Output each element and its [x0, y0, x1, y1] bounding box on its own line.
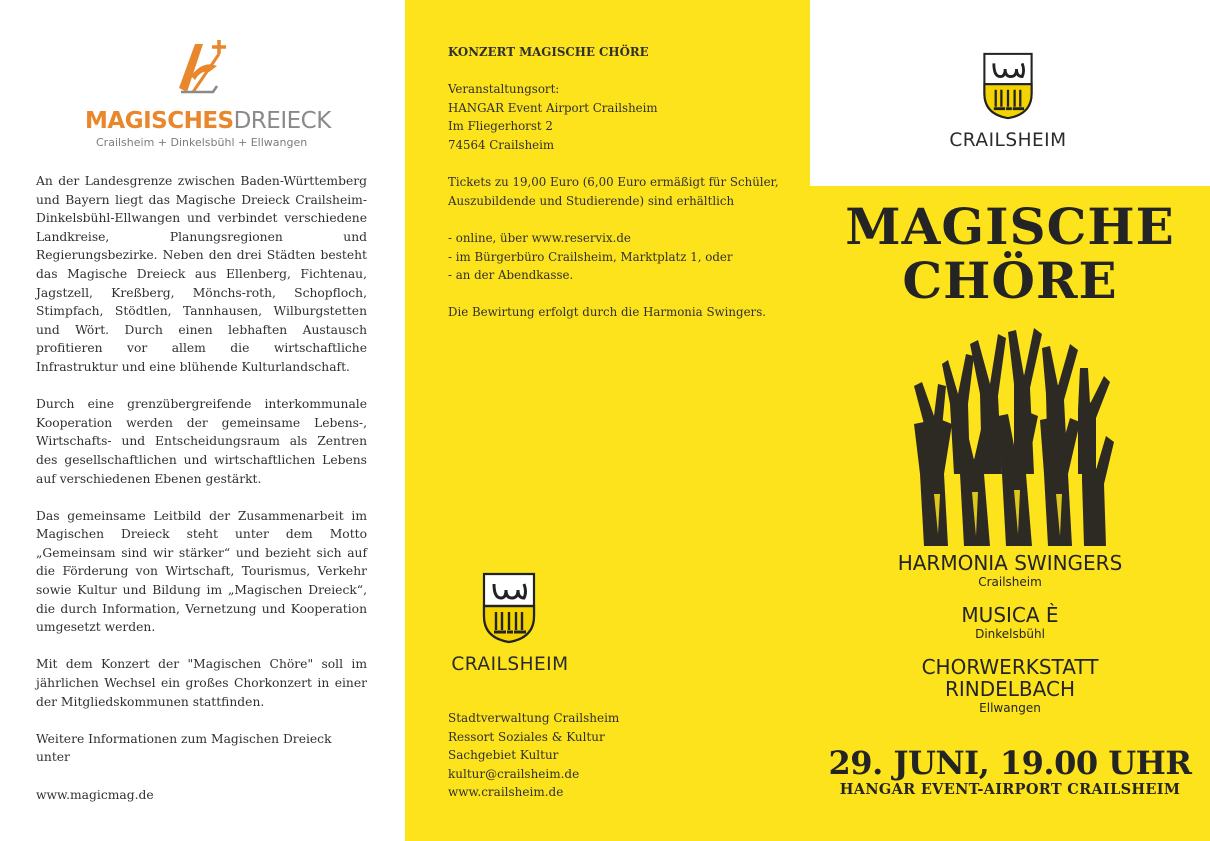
choir-name: MUSICA È [961, 603, 1059, 627]
venue-line: Im Fliegerhorst 2 [448, 119, 553, 134]
tickets-text: Tickets zu 19,00 Euro (6,00 Euro ermäßigt für Schüler, Auszubildende und Studierende) sind erhältlich [448, 175, 779, 208]
choir-city: Dinkelsbühl [975, 627, 1045, 641]
paragraph-intro: An der Landesgrenze zwischen Baden-Württemberg und Bayern liegt das Magische Dreieck Crailsheim-Dinkelsbühl-Ellwangen und verbindet verschiedene Landkreise, Planungsregionen und Regierungsbezirke. Neben den drei Städten besteht das Magische Dreieck aus Ellenberg, Fichtenau, Jagstzell, Kreßberg, Mönchs-roth, Schopfloch, Stimpfach, Stödtlen, Tannhausen, Wilburgstetten und Wört. Durch einen lebhaften Austausch profitieren vor allem die wirtschaftliche Infrastruktur und eine blühende Kulturlandschaft. [36, 174, 367, 374]
contact-dept: Ressort Soziales & Kultur [448, 729, 605, 744]
choir-city: Ellwangen [979, 701, 1041, 715]
contact-section: Sachgebiet Kultur [448, 748, 559, 763]
sales-item: - online, über www.reservix.de [448, 230, 631, 245]
more-info-text: Weitere Informationen zum Magischen Dreieck unter [36, 731, 332, 765]
logo-title-orange: MAGISCHES [85, 108, 234, 134]
venue-line: 74564 Crailsheim [448, 137, 555, 152]
crailsheim-crest-icon [982, 52, 1034, 120]
event-venue: HANGAR EVENT-AIRPORT CRAILSHEIM [839, 781, 1181, 798]
magisches-dreieck-logo [85, 36, 331, 156]
paragraph-cooperation: Durch eine grenzübergreifende interkommunale Kooperation werden der gemeinsame Lebens-, Wirtschafts- und Entscheidungsraum als Zentren des gesellschaftlichen und wirtschaftlichen Lebens auf verschiedenen Ebenen gestärkt. [36, 397, 367, 486]
choir-silhouette-icon [910, 324, 1115, 546]
venue-line: HANGAR Event Airport Crailsheim [448, 100, 658, 115]
choir-city: Crailsheim [978, 575, 1042, 589]
contact-block [448, 709, 748, 802]
event-date: 29. JUNI, 19.00 UHR [828, 744, 1192, 782]
venue-block [448, 80, 788, 154]
choir-name: HARMONIA SWINGERS [897, 551, 1123, 575]
choir-entry [810, 552, 1210, 590]
left-panel [0, 0, 405, 841]
logo-title-gray: DREIECK [233, 108, 331, 134]
magisches-dreieck-mark-icon [173, 36, 233, 98]
main-title [810, 197, 1210, 310]
title-line-2: CHÖRE [902, 251, 1118, 310]
crailsheim-wordmark: CRAILSHEIM [949, 130, 1067, 151]
choir-entry [810, 656, 1210, 716]
magisches-dreieck-title [85, 108, 331, 134]
sales-list [448, 229, 788, 285]
sales-item: - an der Abendkasse. [448, 268, 574, 283]
crailsheim-wordmark: CRAILSHEIM [451, 654, 569, 675]
contact-org: Stadtverwaltung Crailsheim [448, 711, 620, 725]
catering-text: Die Bewirtung erfolgt durch die Harmonia Swingers. [448, 305, 766, 320]
left-body-text [36, 172, 367, 823]
choir-list [810, 552, 1210, 730]
concert-info [448, 43, 788, 341]
paragraph-concert: Mit dem Konzert der "Magischen Chöre" soll im jährlichen Wechsel ein großes Chorkonzert in einer der Mitgliedskommunen stattfinden. [36, 657, 367, 709]
choir-name: CHORWERKSTATT RINDELBACH [921, 655, 1099, 701]
logo-subtitle: Crailsheim + Dinkelsbühl + Ellwangen [96, 136, 308, 149]
middle-panel [405, 0, 810, 841]
sales-item: - im Bürgerbüro Crailsheim, Marktplatz 1, oder [448, 249, 733, 264]
venue-label: Veranstaltungsort: [448, 82, 560, 97]
right-panel [810, 0, 1210, 841]
contact-email-link[interactable]: kultur@crailsheim.de [448, 766, 580, 781]
crailsheim-crest-icon [482, 572, 536, 644]
paragraph-motto: Das gemeinsame Leitbild der Zusammenarbeit im Magischen Dreieck steht unter dem Motto „Gemeinsam sind wir stärker“ und bezieht sich auf die Förderung von Wirtschaft, Tourismus, Verkehr sowie Kultur und Bildung im „Magischen Dreieck“, die durch Information, Vernetzung und Kooperation umgesetzt werden. [36, 508, 367, 635]
concert-heading: KONZERT MAGISCHE CHÖRE [448, 45, 649, 59]
title-line-1: MAGISCHE [845, 197, 1175, 256]
choir-entry [810, 604, 1210, 642]
contact-website-link[interactable]: www.crailsheim.de [448, 785, 564, 800]
website-link[interactable]: www.magicmag.de [36, 787, 154, 802]
